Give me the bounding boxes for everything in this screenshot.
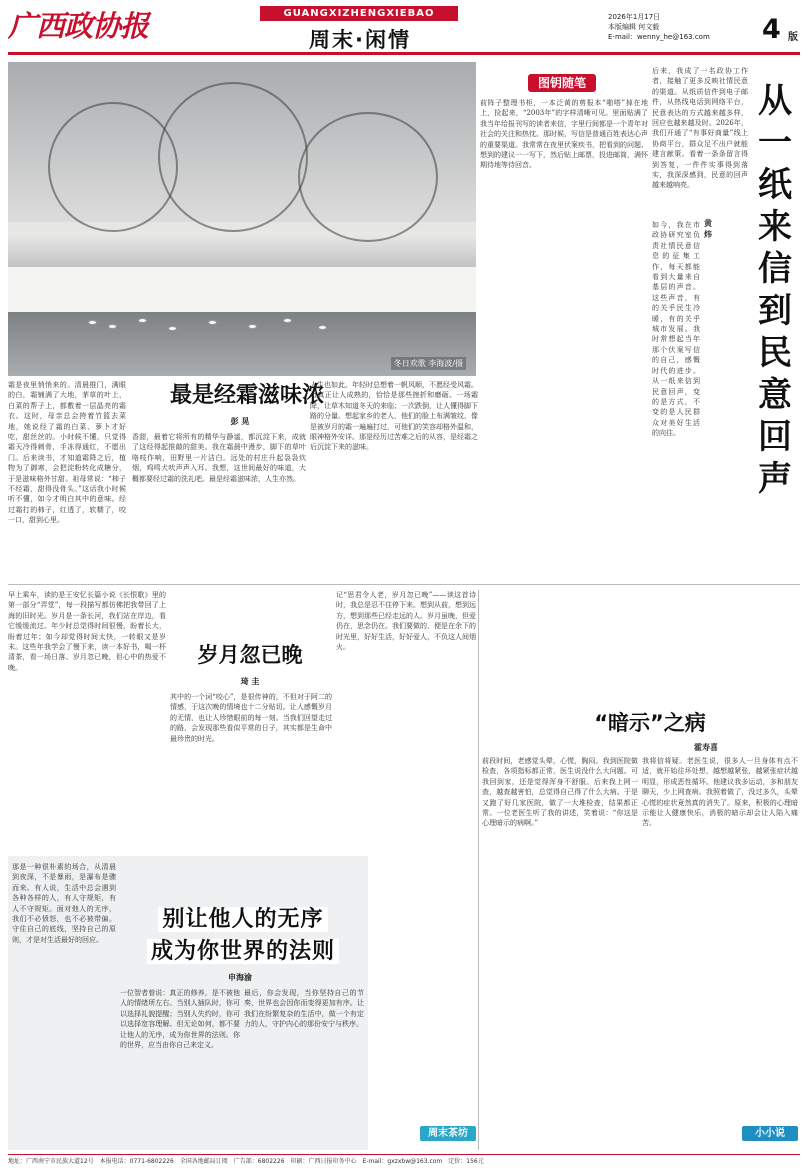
article3-title: 从一纸来信到民意回声 (758, 81, 792, 499)
article4-title: “暗示”之病 (594, 711, 706, 735)
issue-date: 2026年1月17日 (608, 13, 661, 21)
page-unit: 版 (788, 32, 798, 43)
issue-editor: 本版编辑 何文毅 (608, 23, 660, 31)
article4-body-b: 我将信将疑。老医生说，很多人一旦身体有点不适，就开始往坏处想，越想越紧张，越紧张症状越明显，形成恶性循环。他建议我多运动，多和朋友聊天，少上网查病。我照着做了，没过多久，头晕心慌的症状竟然真的消失了。原来，积极的心理暗示能让人健康快乐，消极的暗示却会让人陷入痛苦。 (642, 757, 798, 828)
goose-icon (88, 320, 97, 325)
article1-title: 最是经霜滋味浓 (169, 383, 324, 408)
photo-snow-bank (8, 267, 476, 317)
divider (8, 584, 800, 585)
article2-body-b: 其中的一个词“咬心”，是很传神的，不但对于阿二的情感，于这次晚的情境也十二分贴切。让人感慨岁月的无情，也让人珍惜眼前的每一刻。当我们回望走过的路，会发现那些看似平常的日子，其实都是生命中最珍贵的时光。 (170, 693, 332, 743)
article2-title: 岁月忽已晚 (197, 643, 303, 667)
article1-body-a: 霜是夜里悄悄来的。清晨推门，满眼的白，霜铺满了大地，茅草的叶上，白菜的帮子上，都敷着一层晶亮的霜衣。这时，母亲总会挎着竹篮去菜地，她说经了霜的白菜、萝卜才好吃，甜丝丝的。小时候不懂，只觉得霜天冷得刺骨，手冻得通红，不愿出门。后来读书，才知道霜降之后，植物为了御寒，会把淀粉转化成糖分，于是滋味格外甘甜。祖母常说：“柿子不经霜，甜得没骨头。”这话我小时候听不懂，如今才明白其中的意味。经过霜打的柿子，红透了，软糯了，咬一口，甜到心里。 (8, 381, 126, 525)
issue-email: E-mail：wenny_he@163.com (608, 33, 710, 41)
masthead-logo: 广西政协报 (8, 9, 149, 43)
article2-author: 琦 圭 (240, 677, 260, 686)
article5-title (118, 904, 368, 968)
section-title: 周末·闲情 (309, 28, 411, 52)
tag-weekend: 周末茶坊 (420, 1126, 476, 1141)
article5-author: 申海渝 (228, 973, 252, 982)
article1-body-b: 人生也如此。年轻时总想着一帆风顺，不愿经受风霜。可真正让人成熟的，恰恰是那些挫折和磨砺。一场霜降，让草木知道冬天的来临；一次跌倒，让人懂得脚下路的分量。想起家乡的老人，他们的脸上布满皱纹，像是被岁月的霜一遍遍打过，可他们的笑容却格外温和，眼神格外安详。那是经历过苦难之后的从容，是经霜之后沉淀下来的滋味。 (310, 381, 478, 452)
article5-body-b: 一位智者曾说：真正的修养，是不被他人的情绪所左右。当别人插队时，你可以选择礼貌提醒；当别人失约时，你可以选择宽容理解。但无论如何，都不要让他人的无序，成为你世界的法则。你的世界，应当由你自己来定义。 (120, 989, 240, 1050)
article4-body-a: 前段时间，老感觉头晕，心慌，胸闷。我到医院做检查，各项指标都正常，医生说没什么大问题。可我回到家，还是觉得浑身不舒服。后来我上网一查，越查越害怕，总觉得自己得了什么大病。于是又跑了好几家医院，做了一大堆检查，结果都正常。一位老医生听了我的讲述，笑着说：“你这是心理暗示的病啊。” (482, 757, 638, 828)
article2-body-a: 早上乘车，读的是王安忆长篇小说《长恨歌》里的第一部分“弄堂”，每一段描写都仿佛把我带回了上海的旧时光。岁月是一条长河，我们站在岸边，看它缓缓流过。年少时总觉得时间很慢，盼着长大，盼着过年；如今却觉得时间太快，一转眼又是岁末。这些年我学会了慢下来，读一本好书，喝一杯清茶，看一场日落。岁月忽已晚，但心中的热爱不晚。 (8, 591, 166, 672)
article3-body-b: 后来，我成了一名政协工作者，接触了更多反映社情民意的渠道。从纸质信件到电子邮件，从热线电话到网络平台，民意表达的方式越来越多样，回应也越来越及时。2026年，我们开通了“有事好商量”线上协商平台，群众足不出户就能建言献策。看着一条条留言得到答复，一件件实事得到落实，我深深感到，民意的回声越来越响亮。 (652, 67, 748, 190)
masthead-pinyin: GUANGXIZHENGXIEBAO (260, 6, 458, 21)
article3-body-d (722, 320, 798, 580)
article2-body-c: 记“思君令人老，岁月忽已晚”——读这首诗时，我总是忍不住停下来。想到从前，想到远方，想到那些已经走远的人。岁月虽晚，但爱仍在，思念仍在。我们要做的，便是在余下的时光里，好好生活，好好爱人，不负这人间烟火。 (336, 591, 476, 652)
tree-icon (158, 82, 308, 232)
article5-title-line2: 成为你世界的法则 (147, 939, 339, 964)
issue-info (608, 12, 758, 42)
tree-icon (298, 112, 438, 242)
article1-author: 彭 晃 (230, 417, 250, 426)
winter-photo (8, 62, 476, 376)
tag-story: 小小说 (742, 1126, 798, 1141)
goose-icon (108, 324, 117, 329)
goose-icon (138, 318, 147, 323)
footer-info: 地址：广西南宁市民族大道12号 本报电话：0771-6802226 全国各地邮局订阅 广告部：6802226 印刷：广西日报印务中心 E-mail：gxzxbw@163.com 定价：156元 (8, 1154, 800, 1168)
goose-icon (318, 325, 327, 330)
article5-body-d (372, 862, 476, 1124)
photo-caption: 冬日欢歌 李海波/摄 (391, 357, 466, 370)
page-number: 4 (762, 14, 781, 45)
article5-body-c: 最后，你会发现，当你坚持自己的节奏，世界也会因你而变得更加有序。让我们在纷繁复杂的生活中，做一个有定力的人，守护内心的那份安宁与秩序。 (244, 989, 364, 1029)
goose-icon (208, 320, 217, 325)
column-tag: 图钥随笔 (528, 74, 596, 92)
article3-body-c: 如今，我在市政协研究室负责社情民意信息的征集工作，每天都能看到大量来自基层的声音。这些声音，有的关乎民生冷暖，有的关乎城市发展。我时常想起当年那个伏案写信的自己，感慨时代的进步。从一纸来信到民意回声，变的是方式，不变的是人民群众对美好生活的向往。 (652, 221, 700, 438)
article1-body-c: 香甜，最着它将所有的精华与静谧，都沉淀下来，成就了这经得起推敲的甜美。我在霜晨中漫步，脚下的草叶咯吱作响，田野里一片洁白。远处的村庄升起袅袅炊烟，鸡鸣犬吠声声入耳。我想，这世间最好的味道，大概都要经过霜的洗礼吧。最是经霜滋味浓，人生亦然。 (132, 433, 306, 483)
article5-body-a: 那是一种很朴素的场合，从清晨到夜深，不是暴雨，是瀑布是骤而来。有人说，生活中总会遇到各种各样的人，有人守规矩，有人不守规矩。面对他人的无序，我们不必愤怒，也不必被带偏。守住自己的底线，坚持自己的原则，才是对生活最好的回应。 (12, 863, 116, 944)
article3-body-a: 前阵子整理书柜，一本泛黄的剪报本“啪嗒”掉在地上，捡起来，“2003年”的字样清晰可见。里面贴满了我当年给报刊写的读者来信，字里行间都是一个青年对社会的关注和热忱。那时候，写信是普通百姓表达心声的重要渠道。我常常在夜里伏案疾书，把看到的问题、想到的建议一一写下，然后贴上邮票，投进邮筒，满怀期待地等待回音。 (480, 99, 648, 170)
goose-icon (168, 326, 177, 331)
goose-icon (248, 324, 257, 329)
masthead-rule (8, 52, 800, 55)
article5-title-line1: 别让他人的无序 (158, 907, 327, 932)
divider (478, 590, 479, 1150)
article3-author: 黄 炜 (704, 219, 712, 239)
goose-icon (283, 318, 292, 323)
article4-author: 霍寿喜 (694, 743, 718, 752)
